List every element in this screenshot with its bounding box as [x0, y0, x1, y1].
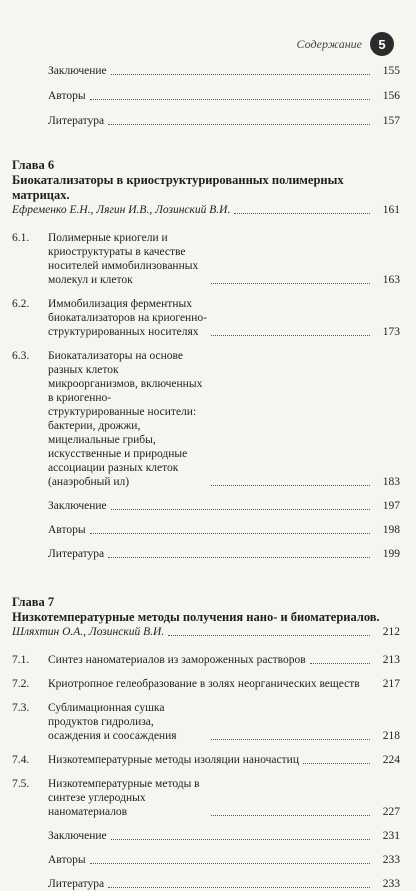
section-title: Полимерные криогели и криоструктураты в качестве носителей иммобилизованных молекул и клеток: [48, 232, 199, 286]
toc-entry-title: Литература: [48, 548, 105, 560]
section-number: 6.2.: [12, 298, 30, 310]
section-title: Биокатализаторы на основе разных клеток микроорганизмов, включенных в криогенно-структурированные носители: бактерии, дрожжи, мицелиальные грибы, искусственные и природные ассоциации разных клеток (анаэробный ил): [48, 350, 203, 488]
toc-section-7-1[interactable]: [12, 653, 400, 667]
authors-text: Шляхтин О.А., Лозинский В.И.: [12, 626, 165, 638]
toc-entry-literature[interactable]: [12, 877, 400, 891]
toc-entry-title: Авторы: [48, 524, 86, 536]
section-title: Иммобилизация ферментных биокатализаторов на криогенно-структурированных носителях: [48, 298, 207, 338]
toc-entry-page: 199: [382, 548, 400, 560]
toc-entry-title: Литература: [48, 878, 105, 890]
toc-entry-page: 163: [382, 274, 400, 286]
toc-entry-page: 231: [382, 830, 400, 842]
toc-section-7-5[interactable]: [12, 777, 400, 819]
section-title: Синтез наноматериалов из замороженных растворов: [48, 654, 306, 666]
toc-entry-page: 183: [382, 476, 400, 488]
toc-entry-conclusion[interactable]: [12, 499, 400, 513]
toc-entry-page: 233: [382, 878, 400, 890]
section-number: 7.4.: [12, 754, 30, 766]
toc-entry-page: 161: [382, 204, 400, 216]
toc-entry-title: Авторы: [48, 90, 86, 102]
section-number: 6.3.: [12, 350, 30, 362]
toc-section-6-3[interactable]: [12, 349, 400, 489]
toc-entry-title: Заключение: [48, 500, 107, 512]
toc-section-6-2[interactable]: [12, 297, 400, 339]
chapter-label: Глава 6: [12, 158, 55, 172]
chapter-authors: [12, 625, 400, 639]
toc-entry-page: 212: [382, 626, 400, 638]
section-number: 7.5.: [12, 778, 30, 790]
toc-entry-page: 156: [382, 90, 400, 102]
toc-section-7-3[interactable]: [12, 701, 400, 743]
toc-entry-page: 217: [382, 678, 400, 690]
toc-entry-conclusion[interactable]: [12, 64, 400, 78]
toc-entry-conclusion[interactable]: [12, 829, 400, 843]
section-title: Низкотемпературные методы в синтезе углеродных наноматериалов: [48, 778, 200, 818]
toc-entry-literature[interactable]: [12, 114, 400, 128]
section-number: 7.3.: [12, 702, 30, 714]
section-number: 6.1.: [12, 232, 30, 244]
section-title: Низкотемпературные методы изоляции наночастиц: [48, 754, 299, 766]
toc-section-6-1[interactable]: [12, 231, 400, 287]
toc-entry-authors[interactable]: [12, 853, 400, 867]
toc-entry-page: 197: [382, 500, 400, 512]
authors-text: Ефременко Е.Н., Лягин И.В., Лозинский В.И.: [12, 204, 231, 216]
chapter-title[interactable]: Низкотемпературные методы получения нано- и биоматериалов.: [12, 610, 380, 624]
toc-content: [12, 64, 400, 891]
chapter-title[interactable]: Биокатализаторы в криоструктурированных полимерных матрицах.: [12, 173, 344, 202]
toc-entry-literature[interactable]: [12, 547, 400, 561]
toc-entry-page: 213: [382, 654, 400, 666]
chapter-6-block: [12, 158, 400, 561]
toc-entry-page: 218: [382, 730, 400, 742]
section-title: Криотропное гелеобразование в золях неорганических веществ: [48, 678, 360, 690]
toc-entry-title: Авторы: [48, 854, 86, 866]
toc-entry-page: 227: [382, 806, 400, 818]
chapter-label: Глава 7: [12, 595, 55, 609]
toc-entry-title: Литература: [48, 115, 105, 127]
section-title: Сублимационная сушка продуктов гидролиза, осаждения и соосаждения: [48, 702, 177, 742]
toc-entry-page: 173: [382, 326, 400, 338]
toc-entry-page: 233: [382, 854, 400, 866]
toc-entry-page: 157: [382, 115, 400, 127]
section-number: 7.2.: [12, 678, 30, 690]
toc-entry-page: 155: [382, 65, 400, 77]
section-number: 7.1.: [12, 654, 30, 666]
toc-entry-authors[interactable]: [12, 523, 400, 537]
chapter-7-block: [12, 595, 400, 891]
toc-entry-title: Заключение: [48, 65, 107, 77]
toc-entry-page: 224: [382, 754, 400, 766]
toc-section-7-2[interactable]: [12, 677, 400, 691]
toc-entry-page: 198: [382, 524, 400, 536]
toc-entry-authors[interactable]: [12, 89, 400, 103]
page-header: [297, 32, 394, 56]
page-number-badge: 5: [370, 32, 394, 56]
running-header-title: Содержание: [296, 36, 362, 51]
toc-section-7-4[interactable]: [12, 753, 400, 767]
chapter-authors: [12, 203, 400, 217]
toc-entry-title: Заключение: [48, 830, 107, 842]
